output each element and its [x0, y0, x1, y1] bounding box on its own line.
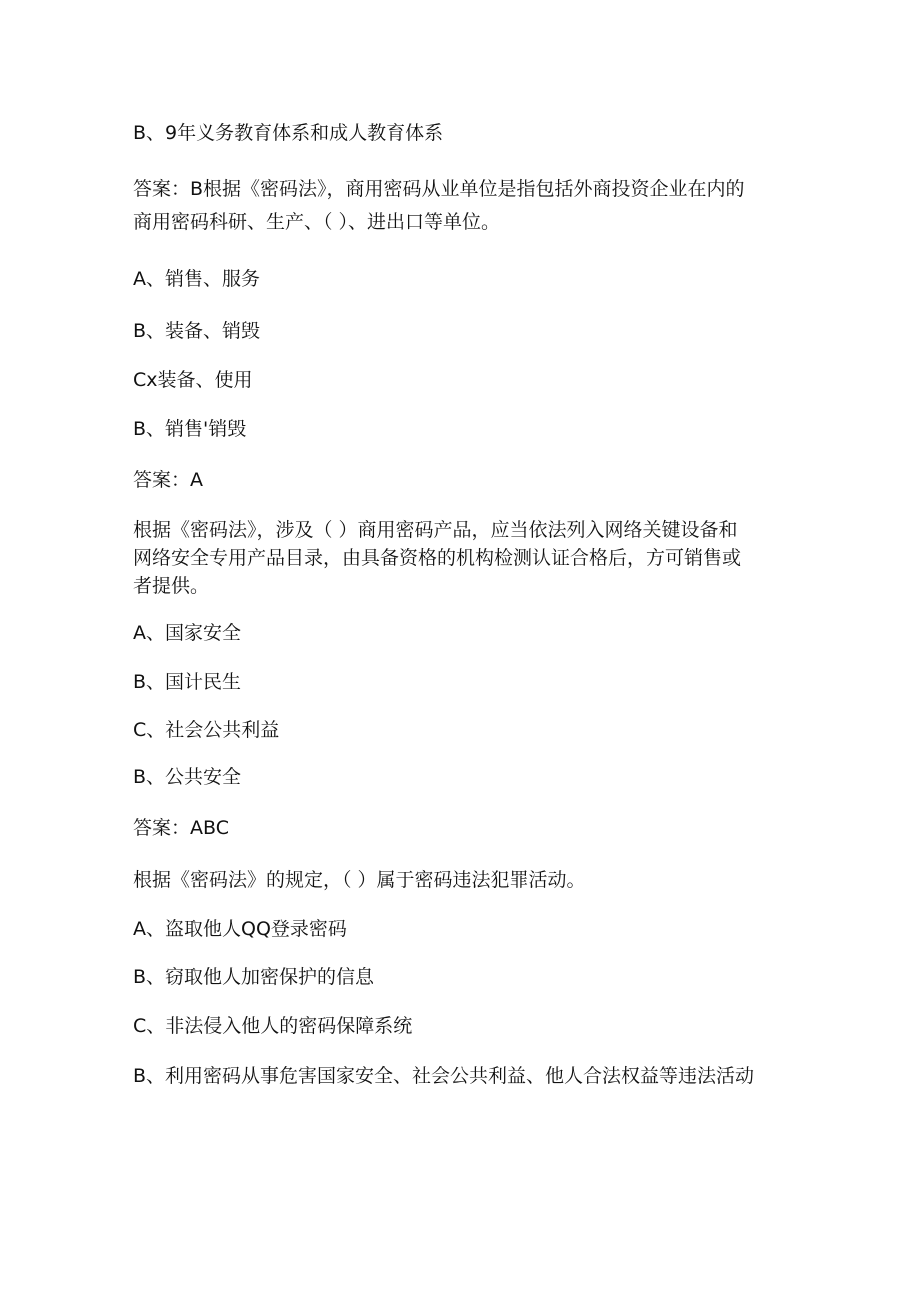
text-line-option: B、国计民生: [133, 671, 242, 693]
text-line-answer: 答案：A: [133, 469, 203, 491]
text-line-option: A、国家安全: [133, 622, 241, 644]
text-line-option: A、盗取他人QQ登录密码: [133, 918, 347, 940]
text-line-option: B、窃取他人加密保护的信息: [133, 966, 375, 988]
text-line-option: C、非法侵入他人的密码保障系统: [133, 1015, 413, 1037]
text-line-option: B、9年义务教育体系和成人教育体系: [133, 122, 444, 144]
text-line-option: Cx装备、使用: [133, 369, 253, 391]
text-line-question: 者提供。: [133, 575, 210, 597]
text-line-question: 根据《密码法》的规定，（ ）属于密码违法犯罪活动。: [133, 869, 586, 891]
text-line-answer: 答案：ABC: [133, 817, 229, 839]
text-line-question: 网络安全专用产品目录，由具备资格的机构检测认证合格后，方可销售或: [133, 547, 742, 569]
text-line-option: B、装备、销毁: [133, 320, 261, 342]
text-line-option: B、公共安全: [133, 766, 242, 788]
text-line-option: B、销售'销毁: [133, 418, 247, 440]
text-line-question: 根据《密码法》，涉及（ ）商用密码产品，应当依法列入网络关键设备和: [133, 519, 738, 541]
text-line-option: A、销售、服务: [133, 268, 260, 290]
text-line-option: C、社会公共利益: [133, 719, 280, 741]
text-line-option: B、利用密码从事危害国家安全、社会公共利益、他人合法权益等违法活动: [133, 1065, 755, 1087]
text-line-question: 商用密码科研、生产、（ ）、进出口等单位。: [133, 211, 501, 233]
text-line-answer-question: 答案：B根据《密码法》，商用密码从业单位是指包括外商投资企业在内的: [133, 178, 745, 200]
